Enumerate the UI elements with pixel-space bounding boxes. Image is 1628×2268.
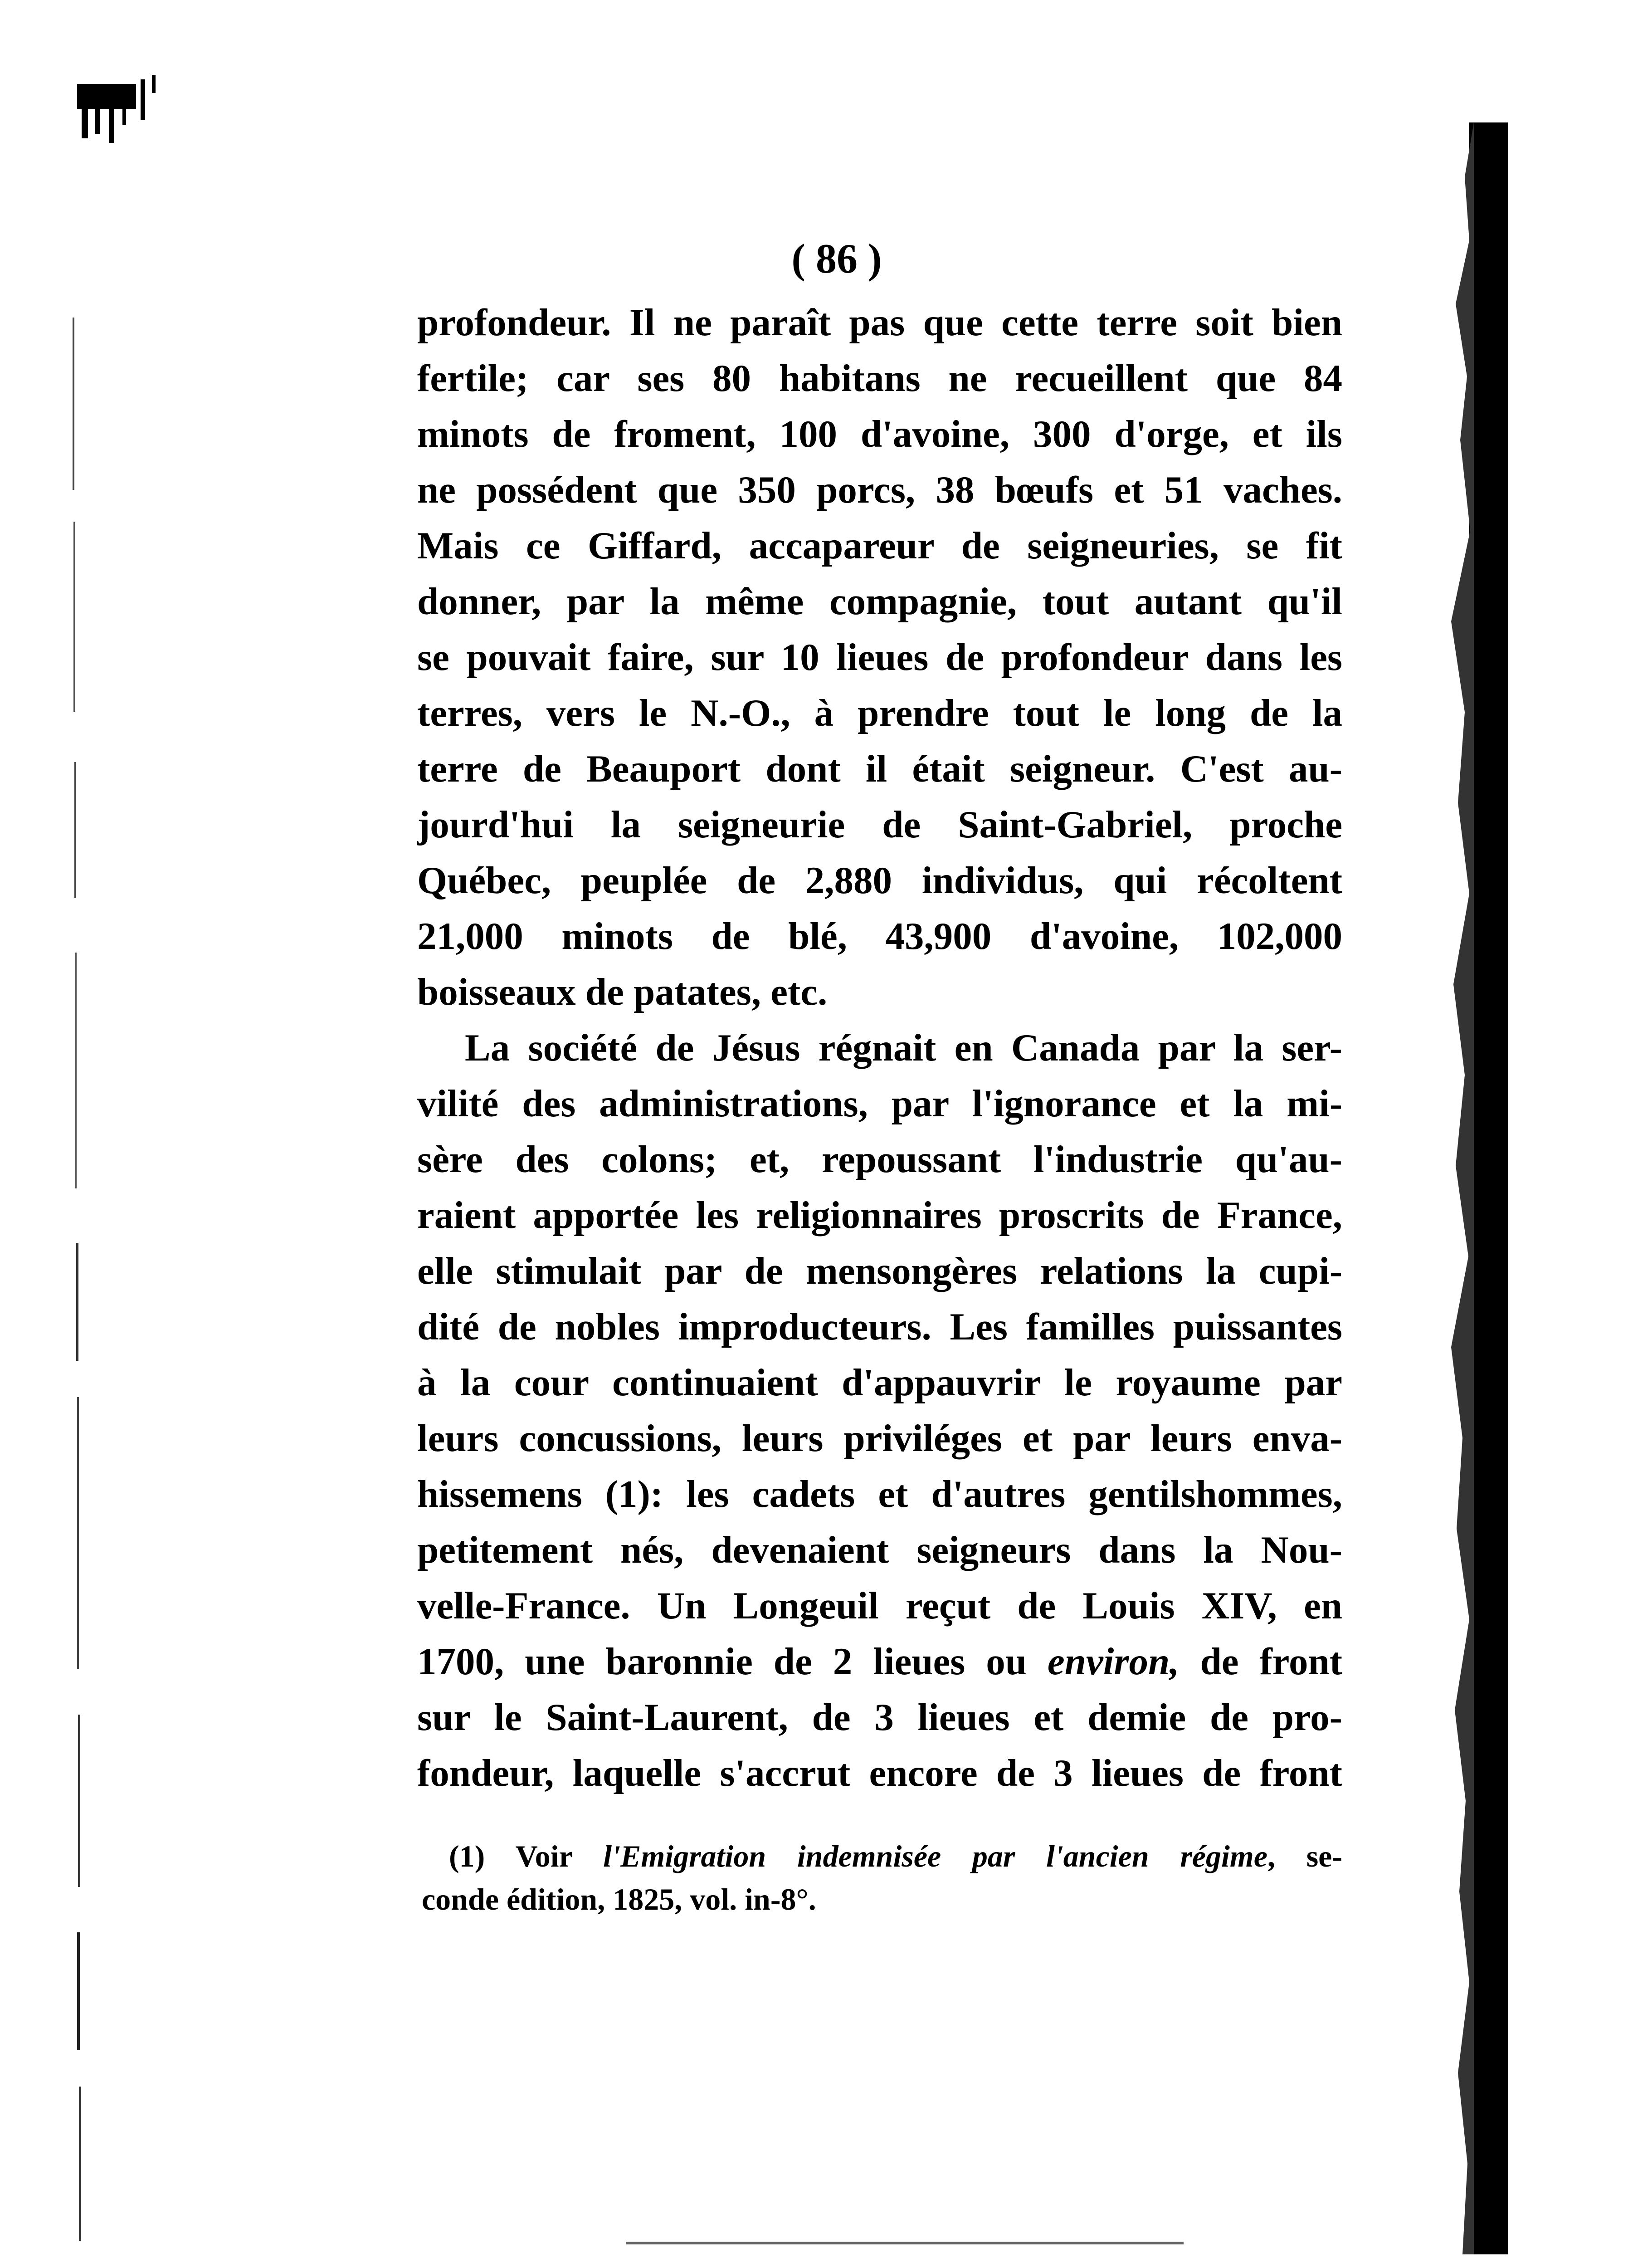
text-line: Québec, peuplée de 2,880 individus, qui récoltent [417, 859, 1342, 902]
text-line: profondeur. Il ne paraît pas que cette terre soit bien [417, 301, 1342, 344]
scan-ragged-edge-right [1438, 122, 1474, 2254]
text-run-italic: environ, [1048, 1640, 1180, 1683]
text-line: hissemens (1): les cadets et d'autres gentilshommes, [417, 1473, 1342, 1515]
text-run: 1700, une baronnie de 2 lieues ou [417, 1640, 1027, 1683]
text-line: raient apportée les religionnaires proscrits de France, [417, 1194, 1342, 1237]
text-line: dité de nobles improducteurs. Les familles puissantes [417, 1305, 1342, 1348]
text-line: fertile; car ses 80 habitans ne recueillent que 84 [417, 357, 1342, 400]
text-line: boisseaux de patates, etc. [417, 971, 828, 1013]
text-line: elle stimulait par de mensongères relations la cupi- [417, 1250, 1342, 1292]
footnote-run: , se- [1267, 1839, 1342, 1873]
text-line: terre de Beauport dont il était seigneur. C'est au- [417, 748, 1342, 790]
page-number: ( 86 ) [791, 235, 882, 282]
text-line-with-italic [417, 1634, 1342, 1690]
text-line: minots de froment, 100 d'avoine, 300 d'orge, et ils [417, 413, 1342, 455]
footnote [422, 1835, 1342, 1921]
text-line: sère des colons; et, repoussant l'industrie qu'au- [417, 1138, 1342, 1181]
text-line: vilité des administrations, par l'ignorance et la mi- [417, 1082, 1342, 1125]
text-line: ne possédent que 350 porcs, 38 bœufs et 51 vaches. [417, 469, 1342, 511]
text-run: de front [1200, 1640, 1342, 1683]
text-line: terres, vers le N.-O., à prendre tout le long de la [417, 692, 1342, 734]
scan-artifact-top-left [77, 75, 163, 143]
text-line: sur le Saint-Laurent, de 3 lieues et demie de pro- [417, 1696, 1342, 1739]
scan-dark-edge-right [1469, 122, 1508, 2254]
footnote-run: (1) Voir [449, 1839, 572, 1873]
text-line: jourd'hui la seigneurie de Saint-Gabriel, proche [417, 803, 1342, 846]
text-line-paragraph-start: La société de Jésus régnait en Canada par la ser- [465, 1026, 1342, 1069]
scan-speckle-left-margin [68, 318, 104, 2268]
footnote-line: conde édition, 1825, vol. in-8°. [422, 1882, 816, 1916]
text-line: Mais ce Giffard, accapareur de seigneuries, se fit [417, 524, 1342, 567]
scan-bottom-rule [626, 2242, 1184, 2244]
text-line: petitement nés, devenaient seigneurs dans la Nou- [417, 1529, 1342, 1571]
text-line: velle-France. Un Longeuil reçut de Louis XIV, en [417, 1584, 1342, 1627]
text-line: donner, par la même compagnie, tout autant qu'il [417, 580, 1342, 623]
text-line: leurs concussions, leurs priviléges et par leurs enva- [417, 1417, 1342, 1460]
footnote-title-italic: l'Emigration indemnisée par l'ancien régime [603, 1839, 1268, 1873]
text-line: se pouvait faire, sur 10 lieues de profondeur dans les [417, 636, 1342, 679]
footnote-line [422, 1835, 1342, 1878]
text-line: à la cour continuaient d'appauvrir le royaume par [417, 1361, 1342, 1404]
text-line: 21,000 minots de blé, 43,900 d'avoine, 102,000 [417, 915, 1342, 958]
text-line: fondeur, laquelle s'accrut encore de 3 lieues de front [417, 1752, 1342, 1794]
body-text [417, 295, 1342, 1801]
